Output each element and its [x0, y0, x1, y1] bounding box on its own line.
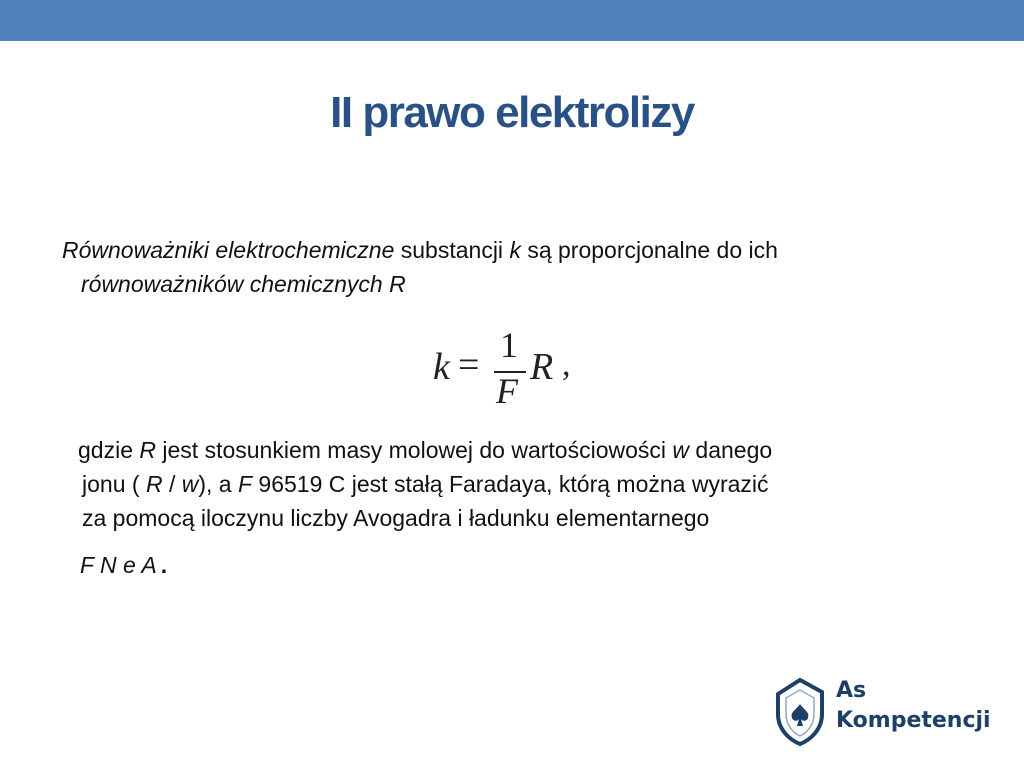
line: za pomocą iloczynu liczby Avogadra i ładunku elementarnego — [82, 505, 710, 531]
text: gdzie — [78, 437, 140, 463]
term-line2: równoważników chemicznych R — [81, 271, 406, 297]
text: 96519 C jest stałą Faradaya, którą można wyrazić — [252, 471, 769, 497]
symbol-w: w — [672, 437, 690, 463]
text: / — [162, 471, 182, 497]
formula-comma: , — [562, 346, 571, 383]
faraday-expression: F N e A — [80, 552, 157, 578]
text: substancji — [394, 237, 510, 263]
symbol-R: R — [139, 437, 156, 463]
symbol-R: R — [145, 471, 163, 497]
logo-text — [836, 676, 991, 736]
formula-equals: = — [458, 344, 480, 386]
line — [78, 467, 978, 501]
shield-spade-icon — [768, 674, 832, 746]
paragraph-faraday-expr — [80, 548, 680, 582]
symbol-w: w — [181, 471, 199, 497]
formula-numerator: 1 — [500, 325, 518, 365]
formula-lhs: k — [433, 346, 450, 388]
text: jest stosunkiem masy molowej do wartościowości — [156, 437, 673, 463]
paragraph-where — [78, 433, 978, 535]
text: ), a — [198, 471, 238, 497]
page-title: II prawo elektrolizy — [330, 88, 694, 137]
period: . — [160, 552, 168, 578]
logo — [768, 670, 998, 750]
symbol-F: F — [237, 471, 253, 497]
term-text: Równoważniki elektrochemiczne — [62, 237, 395, 263]
logo-line2: Kompetencji — [836, 708, 991, 733]
text: są proporcjonalne do ich — [520, 237, 778, 263]
text: danego — [689, 437, 773, 463]
formula-denominator: F — [496, 371, 518, 411]
text: jonu ( — [82, 471, 146, 497]
symbol-k: k — [509, 237, 521, 263]
logo-line1: As — [836, 678, 867, 703]
formula-rhs: R — [530, 346, 554, 388]
paragraph-equivalents — [62, 233, 972, 301]
formula — [430, 325, 590, 411]
header-bar — [0, 0, 1024, 41]
